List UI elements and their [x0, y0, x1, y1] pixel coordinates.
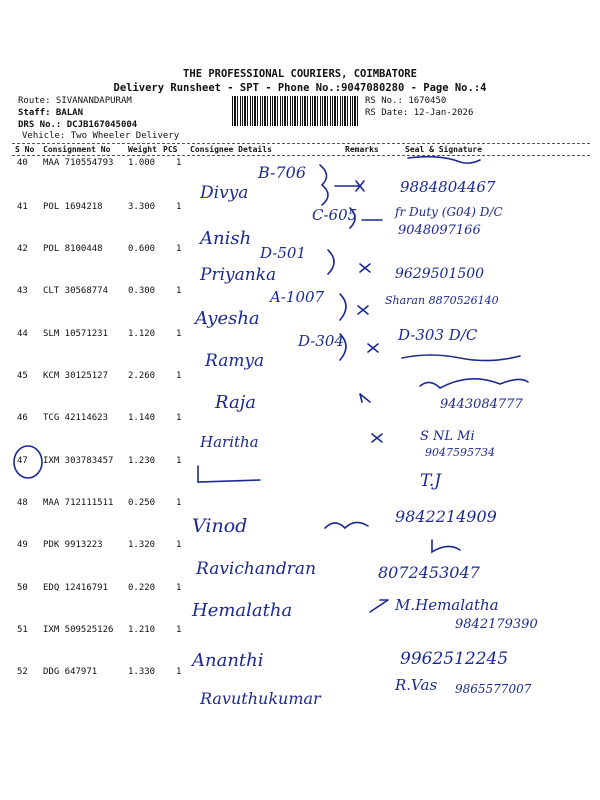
hw-remark: D-303 D/C: [398, 326, 478, 344]
row-weight: 1.230: [128, 456, 156, 466]
row-pcs: 1: [176, 413, 182, 423]
hw-name: Raja: [215, 392, 257, 413]
hw-remark: Sharan 8870526140: [385, 294, 499, 307]
col-weight: Weight: [128, 145, 157, 154]
row-weight: 1.000: [128, 158, 156, 168]
row-weight: 3.300: [128, 202, 156, 212]
hw-phone: 9443084777: [440, 397, 523, 412]
table-row: [0, 498, 600, 518]
hw-phone: 9865577007: [455, 682, 532, 696]
row-consignment: DDG 647971: [43, 667, 98, 677]
cross-mark: [372, 434, 382, 442]
vehicle-label: Vehicle: Two Wheeler Delivery: [22, 131, 180, 141]
header-rule-bottom: [12, 155, 590, 156]
row-pcs: 1: [176, 456, 182, 466]
table-row: [0, 413, 600, 433]
hw-phone: 9962512245: [400, 649, 509, 669]
row-pcs: 1: [176, 244, 182, 254]
hw-phone: 9842179390: [455, 617, 538, 632]
hw-flat: D-304: [298, 332, 345, 350]
row-pcs: 1: [176, 667, 182, 677]
row-consignment: PDK 9913223: [43, 540, 103, 550]
row-consignment: MAA 712111511: [43, 498, 114, 508]
hw-name: Ayesha: [195, 308, 260, 329]
row-consignment: IXM 509525126: [43, 625, 114, 635]
hw-name: Divya: [200, 183, 249, 203]
table-row: [0, 583, 600, 603]
row-sno: 43: [17, 286, 28, 296]
row-sno: 51: [17, 625, 28, 635]
hw-name: Hemalatha: [192, 600, 293, 621]
row-sno: 46: [17, 413, 28, 423]
row-pcs: 1: [176, 329, 182, 339]
signature-mark: [325, 522, 368, 528]
row-weight: 0.250: [128, 498, 156, 508]
row-weight: 1.210: [128, 625, 156, 635]
table-row: [0, 158, 600, 178]
hw-name: Ravuthukumar: [200, 689, 321, 708]
col-seal: Seal & Signature: [405, 145, 483, 154]
arrow-mark: [335, 181, 364, 191]
row-consignment: SLM 10571231: [43, 329, 109, 339]
row-consignment: KCM 30125127: [43, 371, 109, 381]
runsheet-title: Delivery Runsheet - SPT - Phone No.:9047080280 - Page No.:4: [113, 82, 487, 94]
row-consignment: TCG 42114623: [43, 413, 109, 423]
row-consignment: EDQ 12416791: [43, 583, 109, 593]
row-sno: 42: [17, 244, 28, 254]
row-pcs: 1: [176, 202, 182, 212]
row-pcs: 1: [176, 498, 182, 508]
col-remarks: Remarks: [345, 145, 379, 154]
hw-phone: 9047595734: [425, 446, 495, 459]
staff-label: Staff: BALAN: [18, 108, 84, 118]
hw-name: Vinod: [192, 515, 248, 537]
row-sno: 48: [17, 498, 28, 508]
hw-phone: 9629501500: [395, 266, 485, 282]
row-sno: 45: [17, 371, 28, 381]
hw-name: Ramya: [205, 351, 265, 371]
company-title: THE PROFESSIONAL COURIERS, COIMBATORE: [183, 68, 417, 80]
row-weight: 1.320: [128, 540, 156, 550]
row-weight: 0.600: [128, 244, 156, 254]
hw-name: Anish: [200, 228, 252, 249]
arrow-mark: [360, 394, 370, 402]
table-row: [0, 244, 600, 264]
hw-sign: M.Hemalatha: [395, 596, 499, 614]
row-weight: 0.220: [128, 583, 156, 593]
hw-flat: D-501: [260, 244, 307, 262]
table-row: [0, 202, 600, 222]
header-rule-top: [12, 143, 590, 144]
hw-name: Ananthi: [192, 650, 264, 671]
col-sno: S No: [15, 145, 35, 154]
row-consignment: POL 1694218: [43, 202, 103, 212]
row-consignment: CLT 30568774: [43, 286, 109, 296]
row-consignment: IXM 303783457: [43, 456, 114, 466]
row-pcs: 1: [176, 158, 182, 168]
row-sno: 50: [17, 583, 28, 593]
row-pcs: 1: [176, 583, 182, 593]
table-row: [0, 456, 600, 476]
row-weight: 1.120: [128, 329, 156, 339]
row-weight: 2.260: [128, 371, 156, 381]
table-row: [0, 667, 600, 687]
table-row: [0, 371, 600, 391]
cross-mark: [358, 306, 368, 314]
hw-name: Ravichandran: [196, 559, 317, 579]
rs-number: RS No.: 1670450: [365, 96, 447, 106]
row-weight: 0.300: [128, 286, 156, 296]
hw-remark: fr Duty (G04) D/C: [395, 205, 503, 219]
hw-phone: 9048097166: [398, 223, 481, 238]
row-sno: 44: [17, 329, 28, 339]
col-details: Consignee Details: [190, 145, 272, 154]
table-row: [0, 286, 600, 306]
hw-phone: 9842214909: [395, 507, 497, 526]
row-consignment: POL 8100448: [43, 244, 103, 254]
table-row: [0, 540, 600, 560]
hw-flat: A-1007: [270, 288, 325, 306]
table-row: [0, 625, 600, 645]
row-pcs: 1: [176, 625, 182, 635]
barcode: [232, 96, 358, 126]
hw-phone: 9884804467: [400, 178, 496, 196]
drs-number: DRS No.: DCJB167045004: [18, 120, 138, 130]
hw-name: Haritha: [200, 433, 259, 451]
row-sno: 41: [17, 202, 28, 212]
hw-flat: B-706: [258, 163, 306, 182]
cross-mark: [360, 264, 370, 272]
signature-mark: [402, 355, 520, 361]
rs-date: RS Date: 12-Jan-2026: [365, 108, 474, 118]
hw-flat: C-605: [312, 206, 358, 224]
col-pcs: PCS: [163, 145, 178, 154]
hw-sign: S NL Mi: [420, 429, 475, 444]
row-sno: 47: [17, 456, 28, 466]
col-consignment: Consignment No: [43, 145, 111, 154]
route-label: Route: SIVANANDAPURAM: [18, 96, 132, 106]
row-weight: 1.140: [128, 413, 156, 423]
hw-sign: R.Vas: [395, 676, 438, 694]
row-pcs: 1: [176, 540, 182, 550]
row-sno: 52: [17, 667, 28, 677]
row-sno: 40: [17, 158, 28, 168]
row-weight: 1.330: [128, 667, 156, 677]
hw-name: Priyanka: [200, 265, 277, 285]
hw-phone: 8072453047: [378, 563, 480, 582]
row-pcs: 1: [176, 286, 182, 296]
row-pcs: 1: [176, 371, 182, 381]
table-row: [0, 329, 600, 349]
row-consignment: MAA 710554793: [43, 158, 114, 168]
row-sno: 49: [17, 540, 28, 550]
hw-sign: T.J: [420, 471, 442, 491]
